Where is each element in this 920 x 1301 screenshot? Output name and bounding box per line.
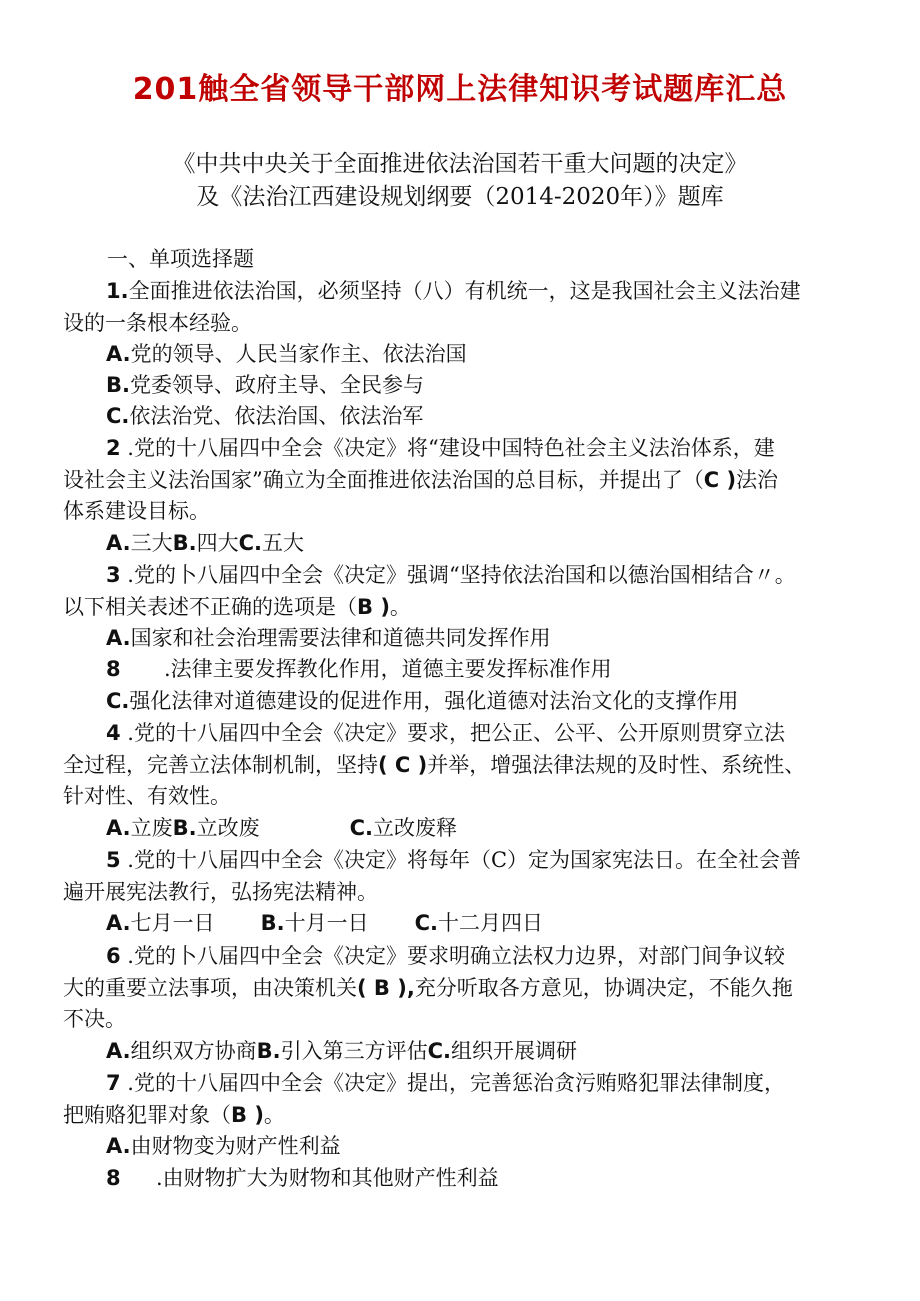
question-2-line-1: 2 .党的十八届四中全会《决定》将“建设中国特色社会主义法治体系，建 <box>106 436 775 460</box>
question-2-options: A.三大B.四大C.五大 <box>106 531 304 555</box>
question-6-line-2: 大的重要立法事项，由决策机关( B ),充分听取各方意见，协调决定，不能久拖 <box>63 976 793 1000</box>
question-3-option-c: C.强化法律对道德建设的促进作用，强化道德对法治文化的支撑作用 <box>106 689 739 713</box>
question-6-options: A.组织双方协商B.引入第三方评估C.组织开展调研 <box>106 1039 577 1063</box>
subtitle-line-1: 《中共中央关于全面推进依法治国若干重大问题的决定》 <box>172 151 748 177</box>
question-5-line-1: 5 .党的十八届四中全会《决定》将每年（C）定为国家宪法日。在全社会普 <box>106 848 802 872</box>
question-2-line-2: 设社会主义法治国家”确立为全面推进依法治国的总目标，并提出了（C )法治 <box>63 468 779 492</box>
question-6-line-3: 不决。 <box>63 1007 126 1031</box>
question-5-line-2: 遍开展宪法教行，弘扬宪法精神。 <box>63 880 378 904</box>
question-2-line-3: 体系建设目标。 <box>63 499 210 523</box>
question-1-line-2: 设的一条根本经验。 <box>63 311 252 335</box>
question-1-line-1 <box>106 275 801 305</box>
question-7-answer: B ) <box>231 1103 264 1127</box>
question-4-answer: ( C ) <box>378 753 428 777</box>
section-heading: 一、单项选择题 <box>107 247 254 271</box>
question-3-line-2: 以下相关表述不正确的选项是（B )。 <box>63 595 411 619</box>
question-1-option-a: A.党的领导、人民当家作主、依法治国 <box>106 342 467 366</box>
question-7-option-b: 8 .由财物扩大为财物和其他财产性利益 <box>106 1166 499 1190</box>
question-3-line-1: 3 .党的卜八届四中全会《决定》强调“坚持依法治国和以德治国相结合〃。 <box>106 563 796 587</box>
question-3-answer: B ) <box>357 595 390 619</box>
question-4-line-1: 4 .党的十八届四中全会《决定》要求，把公正、公平、公开原则贯穿立法 <box>106 721 785 745</box>
question-7-option-a: A.由财物变为财产性利益 <box>106 1134 341 1158</box>
question-5-options: A.七月一日 B.十月一日 C.十二月四日 <box>106 911 543 935</box>
document-title: 201触全省领导干部网上法律知识考试题库汇总 <box>132 72 788 107</box>
question-6-line-1: 6 .党的卜八届四中全会《决定》要求明确立法权力边界，对部门间争议较 <box>106 944 785 968</box>
question-3-option-b: 8 .法律主要发挥教化作用，道德主要发挥标准作用 <box>106 657 612 681</box>
question-4-line-2: 全过程，完善立法体制机制，坚持( C )并举，增强法律法规的及时性、系统性、 <box>63 753 806 777</box>
question-1-option-c: C.依法治党、依法治国、依法治军 <box>106 404 424 428</box>
question-2-answer: C ) <box>703 468 737 492</box>
question-3-option-a: A.国家和社会治理需要法律和道德共同发挥作用 <box>106 626 551 650</box>
question-7-line-1: 7 .党的十八届四中全会《决定》提出，完善惩治贪污贿赂犯罪法律制度， <box>106 1071 785 1095</box>
question-1-option-b: B.党委领导、政府主导、全民参与 <box>106 373 424 397</box>
question-7-line-2: 把贿赂犯罪对象（B )。 <box>63 1103 285 1127</box>
question-1-number: 1. <box>106 279 129 303</box>
question-1-text: 全面推进依法治国，必须坚持（八）有机统一，这是我国社会主义法治建 <box>128 279 801 303</box>
question-4-options: A.立废B.立改废 C.立改废释 <box>106 816 457 840</box>
question-6-answer: ( B ), <box>357 976 415 1000</box>
subtitle-line-2: 及《法治江西建设规划纲要（2014-2020年）》题库 <box>196 184 724 210</box>
question-4-line-3: 针对性、有效性。 <box>63 784 231 808</box>
